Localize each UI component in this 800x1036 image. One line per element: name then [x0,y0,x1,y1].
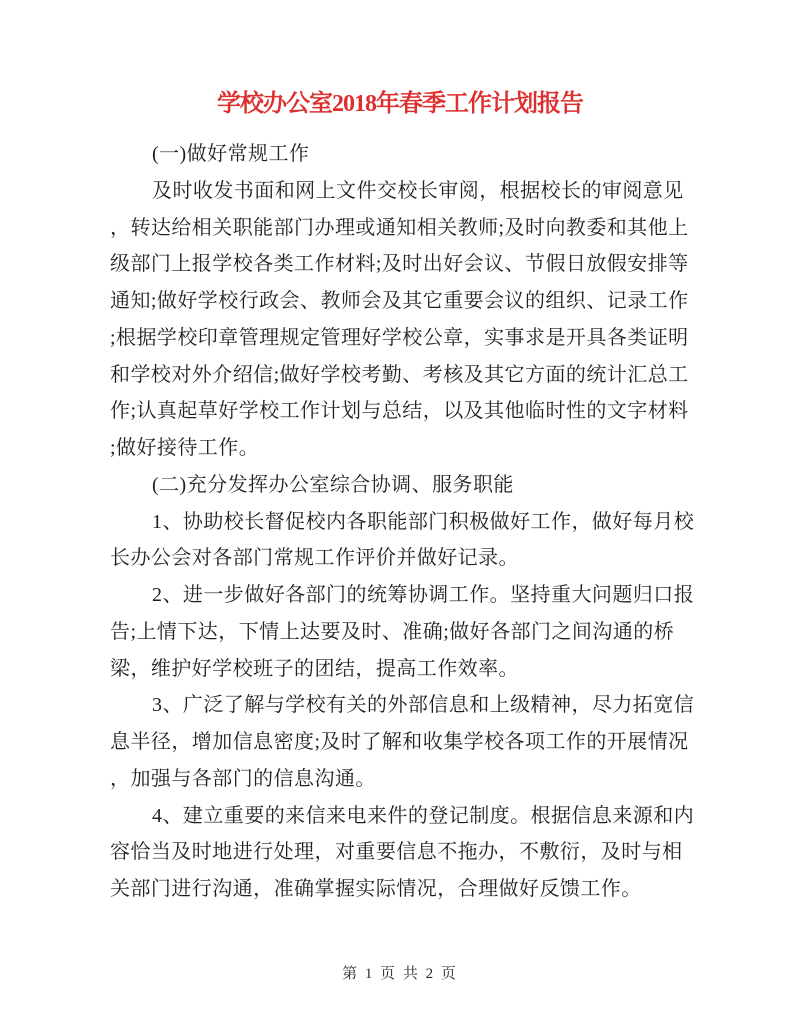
text-line: ，加强与各部门的信息沟通。 [110,767,376,790]
text-line: ，转达给相关职能部门办理或通知相关教师;及时向教委和其他上 [110,216,689,239]
document-body [110,136,694,908]
text-line: 及时收发书面和网上文件交校长审阅，根据校长的审阅意见 [152,179,684,202]
text-line: 作;认真起草好学校工作计划与总结，以及其他临时性的文字材料 [110,400,689,423]
text-line: 1、协助校长督促校内各职能部门积极做好工作，做好每月校 [152,510,695,533]
text-line: 2、进一步做好各部门的统筹协调工作。坚持重大问题归口报 [152,584,695,606]
text-line: 通知;做好学校行政会、教师会及其它重要会议的组织、记录工作 [110,290,689,312]
text-line: 告;上情下达，下情上达要及时、准确;做好各部门之间沟通的桥 [110,620,675,643]
text-line: 3、广泛了解与学校有关的外部信息和上级精神，尽力拓宽信 [152,694,695,717]
text-line: 梁，维护好学校班子的团结，提高工作效率。 [110,657,519,680]
text-line: 和学校对外介绍信;做好学校考勤、考核及其它方面的统计汇总工 [110,363,689,386]
text-line: 息半径，增加信息密度;及时了解和收集学校各项工作的开展情况 [110,731,689,753]
text-line: 关部门进行沟通，准确掌握实际情况，合理做好反馈工作。 [110,878,642,900]
text-line: 长办公会对各部门常规工作评价并做好记录。 [110,547,519,570]
page-number-footer: 第 1 页 共 2 页 [342,966,458,982]
text-line: ;做好接待工作。 [110,437,260,459]
text-line: 级部门上报学校各类工作材料;及时出好会议、节假日放假安排等 [110,253,689,276]
text-line: (二)充分发挥办公室综合协调、服务职能 [152,473,514,496]
text-line: 容恰当及时地进行处理，对重要信息不拖办，不敷衍，及时与相 [110,841,683,864]
document-title: 学校办公室2018年春季工作计划报告 [217,91,583,117]
text-line: 4、建立重要的来信来电来件的登记制度。根据信息来源和内 [152,804,695,827]
text-line: ;根据学校印章管理规定管理好学校公章，实事求是开具各类证明 [110,326,689,349]
text-line: (一)做好常规工作 [152,143,310,165]
